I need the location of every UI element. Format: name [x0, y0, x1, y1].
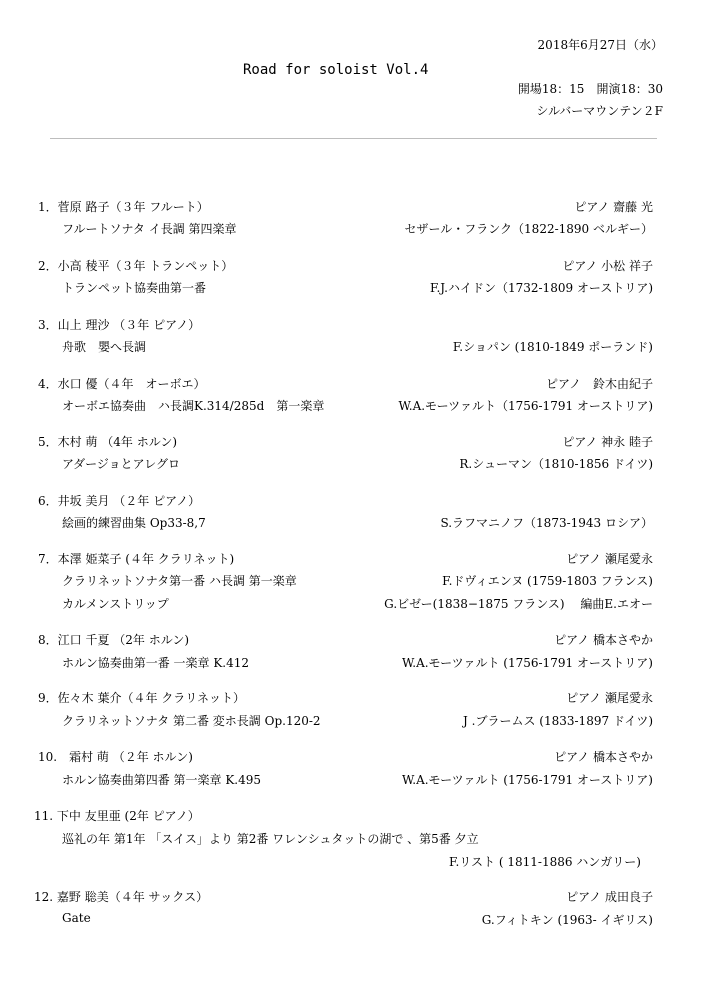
- program-item-4: [0, 375, 707, 393]
- piece-title: ホルン協奏曲第一番 一楽章 K.412: [62, 656, 250, 670]
- piece-title: カルメンストリップ: [62, 597, 169, 611]
- piece-title: トランペット協奏曲第一番: [62, 281, 207, 295]
- concert-time: 開場18：15 開演18：30: [517, 82, 663, 96]
- program-item-6: [0, 492, 707, 510]
- composer: S.ラフマニノフ（1873-1943 ロシア）: [440, 516, 653, 530]
- performer: 9．佐々木 葉介（４年 クラリネット）: [38, 691, 246, 705]
- piece-row: [0, 853, 707, 871]
- accompanist: ピアノ 成田良子: [566, 890, 653, 904]
- program-item-12: [0, 888, 707, 906]
- program-item-7: [0, 550, 707, 568]
- piece-row: [0, 220, 707, 238]
- program-item-2: [0, 257, 707, 275]
- composer: W.A.モーツァルト（1756-1791 オーストリア): [398, 399, 653, 413]
- piece-title: 舟歌 嬰へ長調: [62, 340, 147, 354]
- concert-date: 2018年6月27日（水）: [537, 38, 663, 52]
- accompanist: ピアノ 齋藤 光: [574, 200, 653, 214]
- composer: F.ショパン (1810-1849 ポーランド): [452, 340, 653, 354]
- piece-row: [0, 654, 707, 672]
- composer: F.J.ハイドン（1732-1809 オーストリア): [430, 281, 653, 295]
- piece-title: Gate: [62, 911, 91, 925]
- concert-venue: シルバーマウンテン２F: [536, 104, 663, 118]
- program-item-1: [0, 198, 707, 216]
- piece-row: [0, 830, 707, 848]
- piece-title: 絵画的練習曲集 Op33-8,7: [62, 516, 206, 530]
- performer: 7．本澤 姫菜子 (４年 クラリネット): [38, 552, 235, 566]
- piece-row: [0, 338, 707, 356]
- composer: W.A.モーツァルト (1756-1791 オーストリア): [402, 773, 653, 787]
- piece-row: [0, 712, 707, 730]
- piece-row: [0, 911, 707, 929]
- accompanist: ピアノ 小松 祥子: [562, 259, 653, 273]
- piece-title: ホルン協奏曲第四番 第一楽章 K.495: [62, 773, 262, 787]
- piece-title: オーボエ協奏曲 ハ長調K.314/285d 第一楽章: [62, 399, 325, 413]
- performer: 8．江口 千夏 （2年 ホルン): [38, 633, 190, 647]
- piece-row: [0, 572, 707, 590]
- accompanist: ピアノ 橋本さやか: [554, 750, 653, 764]
- composer: J .ブラームス (1833-1897 ドイツ): [463, 714, 653, 728]
- program-item-3: [0, 316, 707, 334]
- piece-title: クラリネットソナタ 第二番 変ホ長調 Op.120-2: [62, 714, 321, 728]
- composer: W.A.モーツァルト (1756-1791 オーストリア): [402, 656, 653, 670]
- piece-title: アダージョとアレグロ: [62, 457, 180, 471]
- piece-row: [0, 455, 707, 473]
- performer: 3．山上 理沙 （３年 ピアノ）: [38, 318, 201, 332]
- accompanist: ピアノ 瀬尾愛永: [566, 691, 653, 705]
- accompanist: ピアノ 瀬尾愛永: [566, 552, 653, 566]
- composer: G.フィトキン (1963- イギリス): [481, 913, 653, 927]
- composer: F.リスト ( 1811-1886 ハンガリー): [449, 855, 641, 869]
- composer: R.シューマン（1810-1856 ドイツ): [459, 457, 653, 471]
- performer: 6．井坂 美月 （２年 ピアノ）: [38, 494, 201, 508]
- program-item-9: [0, 689, 707, 707]
- accompanist: ピアノ 橋本さやか: [554, 633, 653, 647]
- piece-title: フルートソナタ イ長調 第四楽章: [62, 222, 237, 236]
- composer: F.ドヴィエンヌ (1759-1803 フランス): [442, 574, 653, 588]
- concert-title: Road for soloist Vol.4: [243, 62, 429, 78]
- program-item-5: [0, 433, 707, 451]
- performer: 1．菅原 路子（３年 フルート）: [38, 200, 209, 214]
- performer: 4．水口 優（４年 オーボエ）: [38, 377, 206, 391]
- composer: G.ビゼー(1838−1875 フランス) 編曲E.エオー: [384, 597, 653, 611]
- piece-row: [0, 595, 707, 613]
- program-item-11: [0, 807, 707, 825]
- piece-title: 巡礼の年 第1年 「スイス」より 第2番 ワレンシュタットの湖で 、第5番 夕立: [62, 832, 479, 846]
- piece-row: [0, 514, 707, 532]
- piece-row: [0, 279, 707, 297]
- header-divider: [50, 138, 657, 139]
- composer: セザール・フランク（1822-1890 ベルギー）: [404, 222, 653, 236]
- performer: 2．小高 稜平（３年 トランペット）: [38, 259, 234, 273]
- program-item-8: [0, 631, 707, 649]
- piece-title: クラリネットソナタ第一番 ハ長調 第一楽章: [62, 574, 297, 588]
- performer: 10. 霜村 萌 （２年 ホルン): [38, 750, 193, 764]
- accompanist: ピアノ 鈴木由紀子: [545, 377, 653, 391]
- program-item-10: [0, 748, 707, 766]
- accompanist: ピアノ 神永 睦子: [562, 435, 653, 449]
- performer: 12. 嘉野 聡美（４年 サックス）: [34, 890, 209, 904]
- performer: 11. 下中 友里亜 (2年 ピアノ）: [34, 809, 200, 823]
- piece-row: [0, 771, 707, 789]
- piece-row: [0, 397, 707, 415]
- performer: 5．木村 萌 （4年 ホルン): [38, 435, 178, 449]
